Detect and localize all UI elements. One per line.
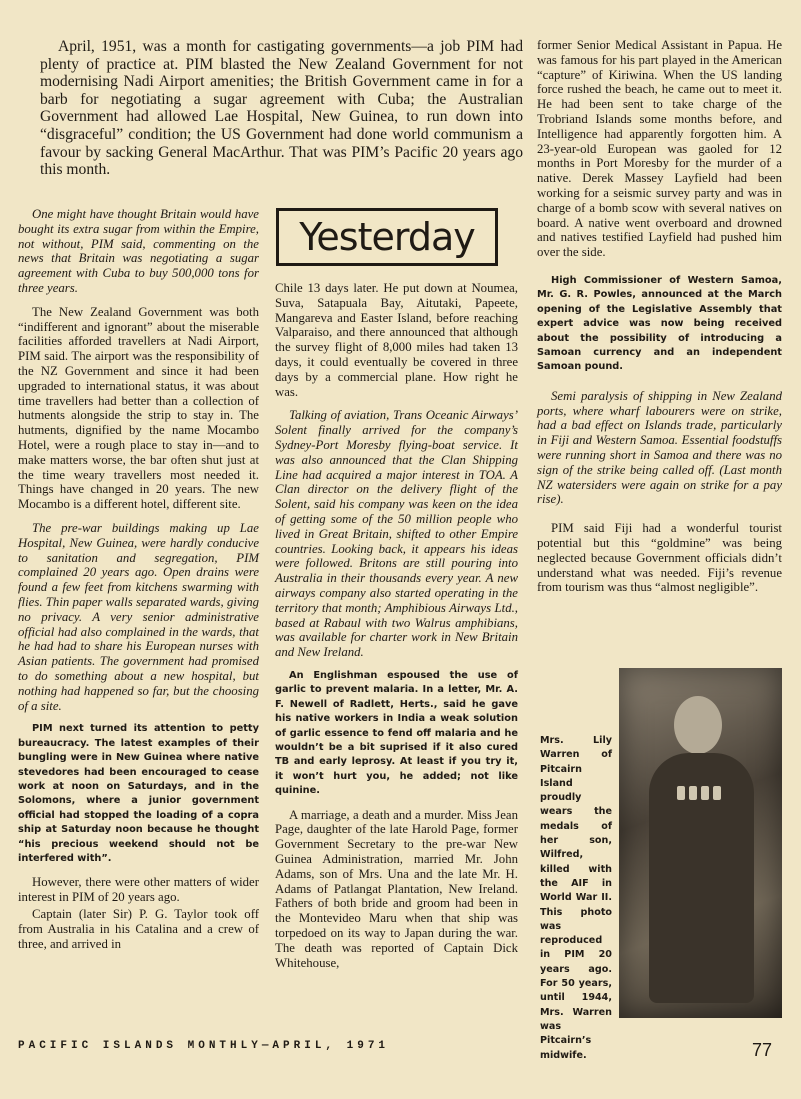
article-paragraph: Captain (later Sir) P. G. Taylor took off from Australia in his Catalina and a crew of three, and arrived in [18,906,259,951]
column-middle [275,281,518,970]
article-paragraph: PIM said Fiji had a wonderful tourist potential but this “goldmine” was being neglected because Government officials didn’t understand what was needed. Fiji’s revenue from tourism was thus “almost negligible”. [537,521,782,595]
medal-icon [677,786,685,800]
article-paragraph: Semi paralysis of shipping in New Zealand ports, where wharf labourers were on strike, had a bad effect on Islands trade, particularly in Fiji and Western Samoa. Essential foodstuffs were running short in Samoa and there was no sign of the strike being called off. (Last month NZ watersiders were again on strike for a pay rise). [537,388,782,507]
photo-figure-head [674,696,722,754]
article-paragraph: Talking of aviation, Trans Oceanic Airways’ Solent finally arrived for the company’s Sydney-Port Moresby flying-boat service. It was also announced that the Clan Shipping Line had acquired a major interest in TOA. A Clan director on the delivery flight of the Solent, said his company was keen on the idea of getting some of the 50 million people who lived in Great Britain, shifted to other Empire countries. Looking back, it appears his ideas were followed. Britons are still pouring into Australia in their thousands every year. A new airways company also started operating in the territory that month; Amphibious Airways Ltd., based at Rabaul with two Walrus amphibians, was available for charter work in New Britain and New Ireland. [275,408,518,660]
page-number: 77 [752,1040,773,1060]
medal-icon [689,786,697,800]
lead-paragraph: April, 1951, was a month for castigating governments—a job PIM had plenty of practice at. PIM blasted the New Zealand Government for not modernising Nadi Airport amenities; the British Government came in for a barb for negotiating a sugar agreement with Cuba; the Australian Government had allowed Lae Hospital, New Guinea, to run down into “disgraceful” condition; the US Government had done world communism a favour by sacking General MacArthur. That was PIM’s Pacific 20 years ago this month. [40,38,523,179]
article-paragraph: A marriage, a death and a murder. Miss Jean Page, daughter of the late Harold Page, former Government Secretary to the pre-war New Guinea Administration, married Mr. John Adams, son of Mrs. Una and the late Mr. H. Adams of Patlangat Plantation, New Ireland. Fathers of both bride and groom had been in the Montevideo Maru when that ship was torpedoed on its way to Japan during the war. The death was reported of Captain Dick Whitehouse, [275,807,518,970]
article-paragraph: The pre-war buildings making up Lae Hospital, New Guinea, were hardly conducive to sanitation and segregation, PIM complained 20 years ago. Open drains were found a few feet from kitchens swarming with flies. Thin paper walls separated wards, giving no privacy. A very senior administrative official had also complained in the wards, that he had had to share his European nurses with Asian patients. The government had promised to do something about a new hospital, but nothing had happened so far, but the choosing of a site. [18,520,259,713]
article-paragraph: An Englishman espoused the use of garlic to prevent malaria. In a letter, Mr. A. F. Newell of Radlett, Herts., said he gave his native workers in India a weak solution of garlic essence to fend off malaria and he wouldn’t be a bit suprised if it also cured TB and early leprosy. At least if you try it, it won’t hurt you, he added; not like quinine. [275,669,518,797]
article-paragraph: However, there were other matters of wider interest in PIM of 20 years ago. [18,875,259,905]
section-heading: Yesterday [299,215,475,259]
article-paragraph: One might have thought Britain would have bought its extra sugar from within the Empire, not without, PIM said, commenting on the news that Britain was negotiating a sugar agreement with Cuba to buy 500,000 tons for three years. [18,207,259,295]
medal-icon [713,786,721,800]
article-paragraph: The New Zealand Government was both “indifferent and ignorant” about the miserable facilities afforded travellers at Nadi Airport, PIM said. The airport was the responsibility of the NZ Government and since it had been upgraded to international status, it was about time travellers had better than a collection of hutments alongside the strip to stay in. The hutments, dignified by the name Mocambo Hotel, were a rough place to stay in—and to make matters worse, the bar often shut just at the time weary travellers most needed it. Things have changed in 20 years. The new Mocambo is a different hotel, different site. [18,304,259,512]
medal-icon [701,786,709,800]
article-paragraph: High Commissioner of Western Samoa, Mr. G. R. Powles, announced at the March opening of the Legislative Assembly that expert advice was now being received about the possibility of introducing a Samoan currency and an independent Samoan pound. [537,274,782,373]
masthead-footer: PACIFIC ISLANDS MONTHLY—APRIL, 1971 [18,1040,390,1052]
photo-caption: Mrs. Lily Warren of Pitcairn Island proudly wears the medals of her son, Wilfred, killed with the AIF in World War II. This photo was reproduced in PIM 20 years ago. For 50 years, until 1944, Mrs. Warren was Pitcairn’s midwife. [540,735,612,1061]
article-paragraph: Chile 13 days later. He put down at Noumea, Suva, Satapuala Bay, Aitutaki, Papeete, Mangareva and Easter Island, before reaching Valparaiso, and there announced that although the survey flight of 8,000 miles had taken 13 days, it could eventually be covered in three days by a commercial plane. How right he was. [275,281,518,399]
column-right [537,38,782,604]
portrait-photo [619,668,782,1018]
section-heading-box [276,208,498,266]
article-paragraph: former Senior Medical Assistant in Papua. He was famous for his part played in the American “capture” of Kiriwina. When the US landing force rushed the beach, he came out to meet it. He had been sent to take charge of the Trobriand Islands some months before, and Intelligence had apparently forgotten him. A 23-year-old European was gaoled for 12 months in Port Moresby for the murder of a native. Derek Massey Layfield had been working for a seismic survey party and was in charge of a bomb scow with several natives on board. A native went overboard and drowned and natives testified Layfield had pushed him over the side. [537,38,782,260]
column-left [18,207,259,951]
article-paragraph: PIM next turned its attention to petty bureaucracy. The latest examples of their bungling were in New Guinea where native stevedores had been encouraged to cease work at noon on Saturdays, and in the Solomons, where a junior government official had stopped the loading of a copra ship at Saturday noon because he thought “his precious weekend should not be interfered with”. [18,723,259,864]
